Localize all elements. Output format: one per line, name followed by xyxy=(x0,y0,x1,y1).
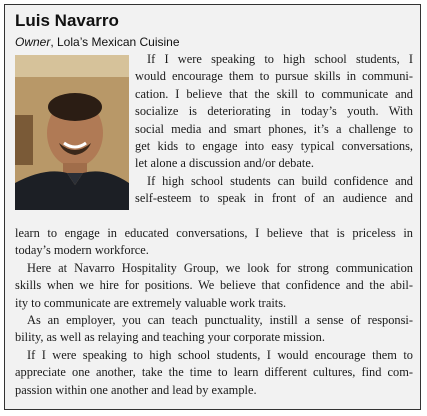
text-line: If I were speaking to high school students, I xyxy=(147,52,413,66)
paragraph-5 xyxy=(15,347,413,399)
text-line: bility, as well as relaying and teaching your corporate mission. xyxy=(15,330,325,345)
text-line: ity to communicate are extremely valuable work traits. xyxy=(15,295,287,310)
text-line: would encourage them to pursue skills in communi- xyxy=(135,69,413,84)
text-line: skills when we hire for positions. We believe that confidence and the abil- xyxy=(15,278,413,293)
text-line: passion within one another and lead by example. xyxy=(15,382,257,397)
remaining-paragraphs xyxy=(15,225,413,399)
text-line: appreciate one another, take the time to learn different cultures, find com- xyxy=(15,365,413,380)
text-line: social media and smart phones, it’s a challenge to xyxy=(135,121,413,136)
text-line: If I were speaking to high school students, I would encourage them to xyxy=(27,347,413,362)
profile-name: Luis Navarro xyxy=(15,11,119,30)
role-company: , Lola’s Mexican Cuisine xyxy=(50,35,180,49)
text-line: today’s modern workforce. xyxy=(15,243,149,258)
paragraph-4 xyxy=(15,312,413,347)
portrait-illustration xyxy=(15,55,129,210)
text-line: As an employer, you can teach punctuality, instill a sense of responsi- xyxy=(27,313,413,328)
text-line: let alone a discussion and/or debate. xyxy=(135,156,314,171)
text-line: Here at Navarro Hospitality Group, we look for strong communication xyxy=(27,260,413,275)
role-title: Owner xyxy=(15,35,51,49)
profile-photo xyxy=(15,55,129,210)
profile-role xyxy=(15,35,180,49)
text-line: get kids to engage into easy typical conversations, xyxy=(135,139,413,154)
text-line: cation. I believe that the skill to communicate and xyxy=(135,86,413,101)
text-line: self-esteem to speak in front of an audience and xyxy=(135,191,413,206)
profile-card xyxy=(4,4,421,410)
text-line: If high school students can build confidence and xyxy=(147,173,413,188)
paragraph-3 xyxy=(15,260,413,312)
text-line: learn to engage in educated conversations, I believe that is priceless in xyxy=(15,226,413,240)
text-line: socialize is deteriorating in today’s youth. With xyxy=(135,104,413,119)
paragraph-2-end xyxy=(15,225,413,260)
paragraph-1 xyxy=(135,51,413,173)
paragraph-2-start xyxy=(135,173,413,208)
first-paragraphs xyxy=(135,51,413,208)
